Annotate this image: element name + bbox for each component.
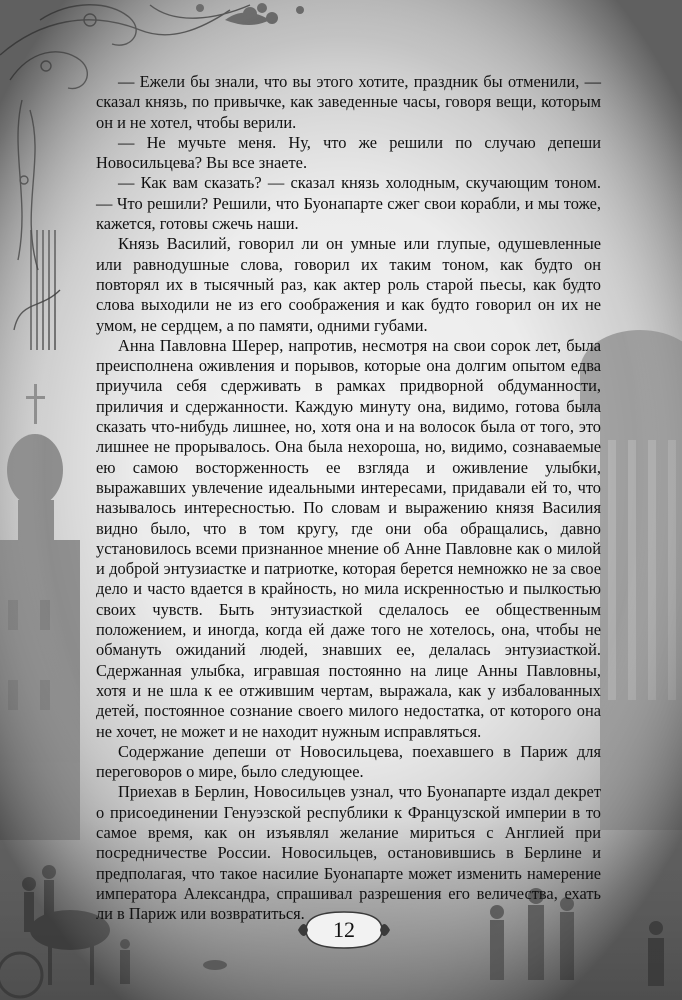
paragraph: Содержание депеши от Новосильцева, поехавшего в Париж для переговоров о мире, было следующее.: [96, 741, 601, 782]
paragraph: — Не мучьте меня. Ну, что же решили по случаю депеши Новосильцева? Вы все знаете.: [96, 132, 601, 173]
paragraph: — Ежели бы знали, что вы этого хотите, праздник бы отменили, — сказал князь, по привычке, как заведенные часы, говоря вещи, которым он и не хотел, чтобы верили.: [96, 72, 601, 132]
paragraph: Приехав в Берлин, Новосильцев узнал, что Буонапарте издал декрет о присоединении Генуэзской республики к Французской империи в то самое время, как он изъявлял желание мириться с Англией при посредничестве России. Новосильцев, остановившись в Берлине и предполагая, что такое насилие Буонапарте может изменить намерение императора Александра, спрашивал разрешения его величества, ехать ли в Париж или возвратиться.: [96, 782, 601, 924]
paragraph: Князь Василий, говорил ли он умные или глупые, одушевленные или равнодушные слова, говорил их таким тоном, как будто он повторял их в тысячный раз, как актер роль старой пьесы, как будто слова выходили не из его соображения и как будто говорил он их не умом, не сердцем, а по памяти, одними губами.: [96, 234, 601, 335]
page-number-cartouche: [296, 908, 392, 952]
body-text: [96, 72, 601, 924]
paragraph: Анна Павловна Шерер, напротив, несмотря на свои сорок лет, была преисполнена оживления и порывов, которые она долгим опытом едва приучила себя сдерживать в рамках придворной обдуманности, приличия и сдержанности. Каждую минуту она, видимо, готова была сказать что-нибудь лишнее, но, хотя она и на волосок была от того, это лишнее не прорывалось. Она была нехороша, но, видимо, сознаваемые ею самою восторженность ее взгляда и оживление улыбки, выражавших увлечение идеальными интересами, придавали ей то, что называлось интересностью. По словам и выражению князя Василия видно было, что в том кругу, где они оба обращались, давно установилось всеми признанное мнение об Анне Павловне как о милой и доброй энтузиастке и патриотке, которая берется немножко не за свое дело и часто вдается в крайность, но мила искренностью и пылкостью своих чувств. Быть энтузиасткой сделалось ее общественным положением, и иногда, когда ей даже того не хотелось, она, чтобы не обмануть ожиданий людей, знавших ее, делалась энтузиасткой. Сдержанная улыбка, игравшая постоянно на лице Анны Павловны, хотя и не шла к ее отжившим чертам, выражала, как у избалованных детей, постоянное сознание своего милого недостатка, от которого она не хочет, не может и не находит нужным исправляться.: [96, 335, 601, 741]
page-number: 12: [333, 917, 355, 942]
paragraph: — Как вам сказать? — сказал князь холодным, скучающим тоном. — Что решили? Решили, что Буонапарте сжег свои корабли, и мы тоже, кажется, готовы сжечь наши.: [96, 173, 601, 234]
